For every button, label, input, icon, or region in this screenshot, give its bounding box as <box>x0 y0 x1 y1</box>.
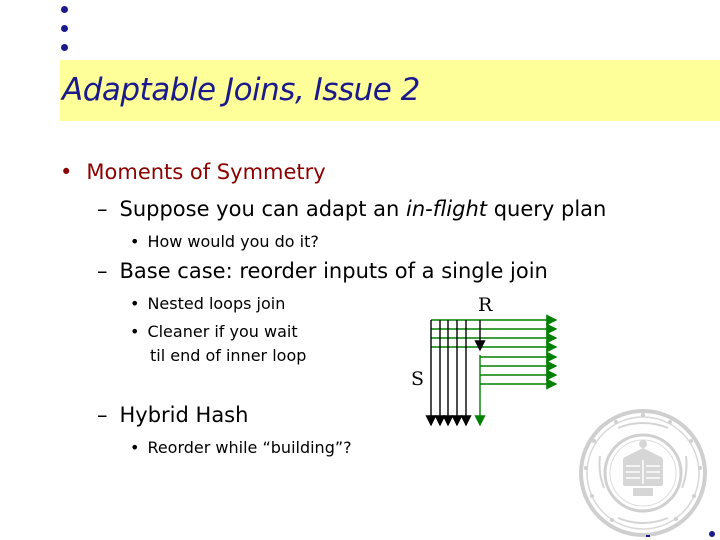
bullet-symbol: • <box>130 322 140 341</box>
detail-text: Reorder while “building”? <box>147 438 352 457</box>
detail-cleaner-cont <box>150 346 306 365</box>
slide-title: Adaptable Joins, Issue 2 <box>62 72 420 108</box>
detail-reorder <box>130 438 352 457</box>
decorative-dot <box>709 531 715 537</box>
sub-bullet-prefix: Suppose you can adapt an <box>119 197 407 221</box>
bullet-symbol: • <box>130 294 140 313</box>
university-seal <box>578 408 708 538</box>
nested-loop-diagram <box>400 295 570 435</box>
bullet-text: Moments of Symmetry <box>86 160 326 184</box>
decorative-dot <box>61 25 68 32</box>
bullet-symbol: • <box>130 438 140 457</box>
bullet-symbol: • <box>130 232 140 251</box>
label-s: S <box>411 368 425 390</box>
dash-symbol: – <box>97 197 108 221</box>
detail-text: Nested loops join <box>147 294 286 313</box>
vertical-arrows <box>431 320 480 425</box>
dash-symbol: – <box>97 403 108 427</box>
dash-symbol: – <box>97 259 108 283</box>
bullet-symbol: • <box>60 160 73 184</box>
detail-nested-loops <box>130 294 285 313</box>
detail-text: How would you do it? <box>147 232 319 251</box>
sub-bullet-base-case <box>97 259 548 283</box>
sub-bullet-text: Hybrid Hash <box>119 403 249 427</box>
sub-bullet-text: Base case: reorder inputs of a single join <box>119 259 548 283</box>
sub-bullet-adapt <box>97 197 606 221</box>
sub-bullet-suffix: query plan <box>487 197 607 221</box>
detail-cleaner <box>130 322 298 341</box>
sub-bullet-italic: in-flight <box>406 197 488 221</box>
detail-how <box>130 232 319 251</box>
decorative-dot <box>61 44 68 51</box>
bullet-moments-of-symmetry <box>60 160 326 184</box>
label-r: R <box>478 295 493 316</box>
decorative-dash <box>646 535 650 537</box>
horizontal-arrows <box>431 320 556 384</box>
decorative-dot <box>61 6 68 13</box>
detail-text: til end of inner loop <box>150 346 307 365</box>
detail-text: Cleaner if you wait <box>147 322 298 341</box>
sub-bullet-hybrid-hash <box>97 403 248 427</box>
